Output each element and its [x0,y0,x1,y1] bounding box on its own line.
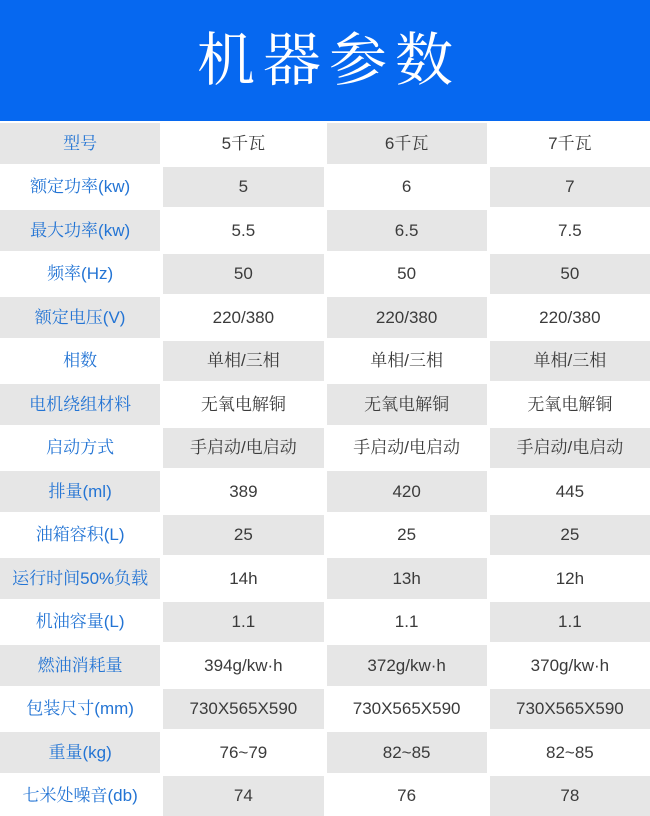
value-cell: 5 [163,167,323,208]
param-label-cell: 额定电压(V) [0,297,160,338]
param-label-cell: 最大功率(kw) [0,210,160,251]
value-cell: 1.1 [163,602,323,643]
value-cell: 14h [163,558,323,599]
param-label-cell: 运行时间50%负载 [0,558,160,599]
value-cell: 50 [163,254,323,295]
value-cell: 76~79 [163,732,323,773]
param-label-cell: 相数 [0,341,160,382]
value-cell: 730X565X590 [163,689,323,730]
value-cell: 76 [327,776,487,816]
value-cell: 无氧电解铜 [163,384,323,425]
value-cell: 220/380 [490,297,650,338]
value-cell: 无氧电解铜 [490,384,650,425]
value-cell: 7.5 [490,210,650,251]
value-cell: 5.5 [163,210,323,251]
param-label-cell: 油箱容积(L) [0,515,160,556]
param-label-cell: 七米处噪音(db) [0,776,160,816]
value-cell: 220/380 [327,297,487,338]
param-label-cell: 包装尺寸(mm) [0,689,160,730]
value-cell: 1.1 [327,602,487,643]
value-cell: 12h [490,558,650,599]
value-cell: 372g/kw·h [327,645,487,686]
value-cell: 手启动/电启动 [163,428,323,469]
value-cell: 74 [163,776,323,816]
value-cell: 6.5 [327,210,487,251]
param-label-cell: 机油容量(L) [0,602,160,643]
value-cell: 7 [490,167,650,208]
value-cell: 370g/kw·h [490,645,650,686]
value-cell: 25 [163,515,323,556]
value-cell: 82~85 [327,732,487,773]
value-cell: 单相/三相 [163,341,323,382]
value-cell: 6 [327,167,487,208]
value-cell: 25 [327,515,487,556]
value-cell: 单相/三相 [327,341,487,382]
value-cell: 1.1 [490,602,650,643]
value-cell: 389 [163,471,323,512]
value-cell: 50 [490,254,650,295]
value-cell: 78 [490,776,650,816]
value-cell: 手启动/电启动 [327,428,487,469]
value-cell: 5千瓦 [163,123,323,164]
spec-table [0,123,650,816]
value-cell: 445 [490,471,650,512]
value-cell: 25 [490,515,650,556]
value-cell: 220/380 [163,297,323,338]
value-cell: 手启动/电启动 [490,428,650,469]
param-label-cell: 频率(Hz) [0,254,160,295]
value-cell: 无氧电解铜 [327,384,487,425]
param-label-cell: 燃油消耗量 [0,645,160,686]
value-cell: 420 [327,471,487,512]
param-label-cell: 启动方式 [0,428,160,469]
value-cell: 730X565X590 [327,689,487,730]
param-label-cell: 重量(kg) [0,732,160,773]
param-label-cell: 额定功率(kw) [0,167,160,208]
value-cell: 82~85 [490,732,650,773]
value-cell: 7千瓦 [490,123,650,164]
value-cell: 13h [327,558,487,599]
value-cell: 6千瓦 [327,123,487,164]
title-banner [0,0,650,121]
param-label-cell: 排量(ml) [0,471,160,512]
value-cell: 单相/三相 [490,341,650,382]
value-cell: 394g/kw·h [163,645,323,686]
value-cell: 730X565X590 [490,689,650,730]
param-label-cell: 型号 [0,123,160,164]
page-title: 机器参数 [196,27,461,93]
value-cell: 50 [327,254,487,295]
param-label-cell: 电机绕组材料 [0,384,160,425]
